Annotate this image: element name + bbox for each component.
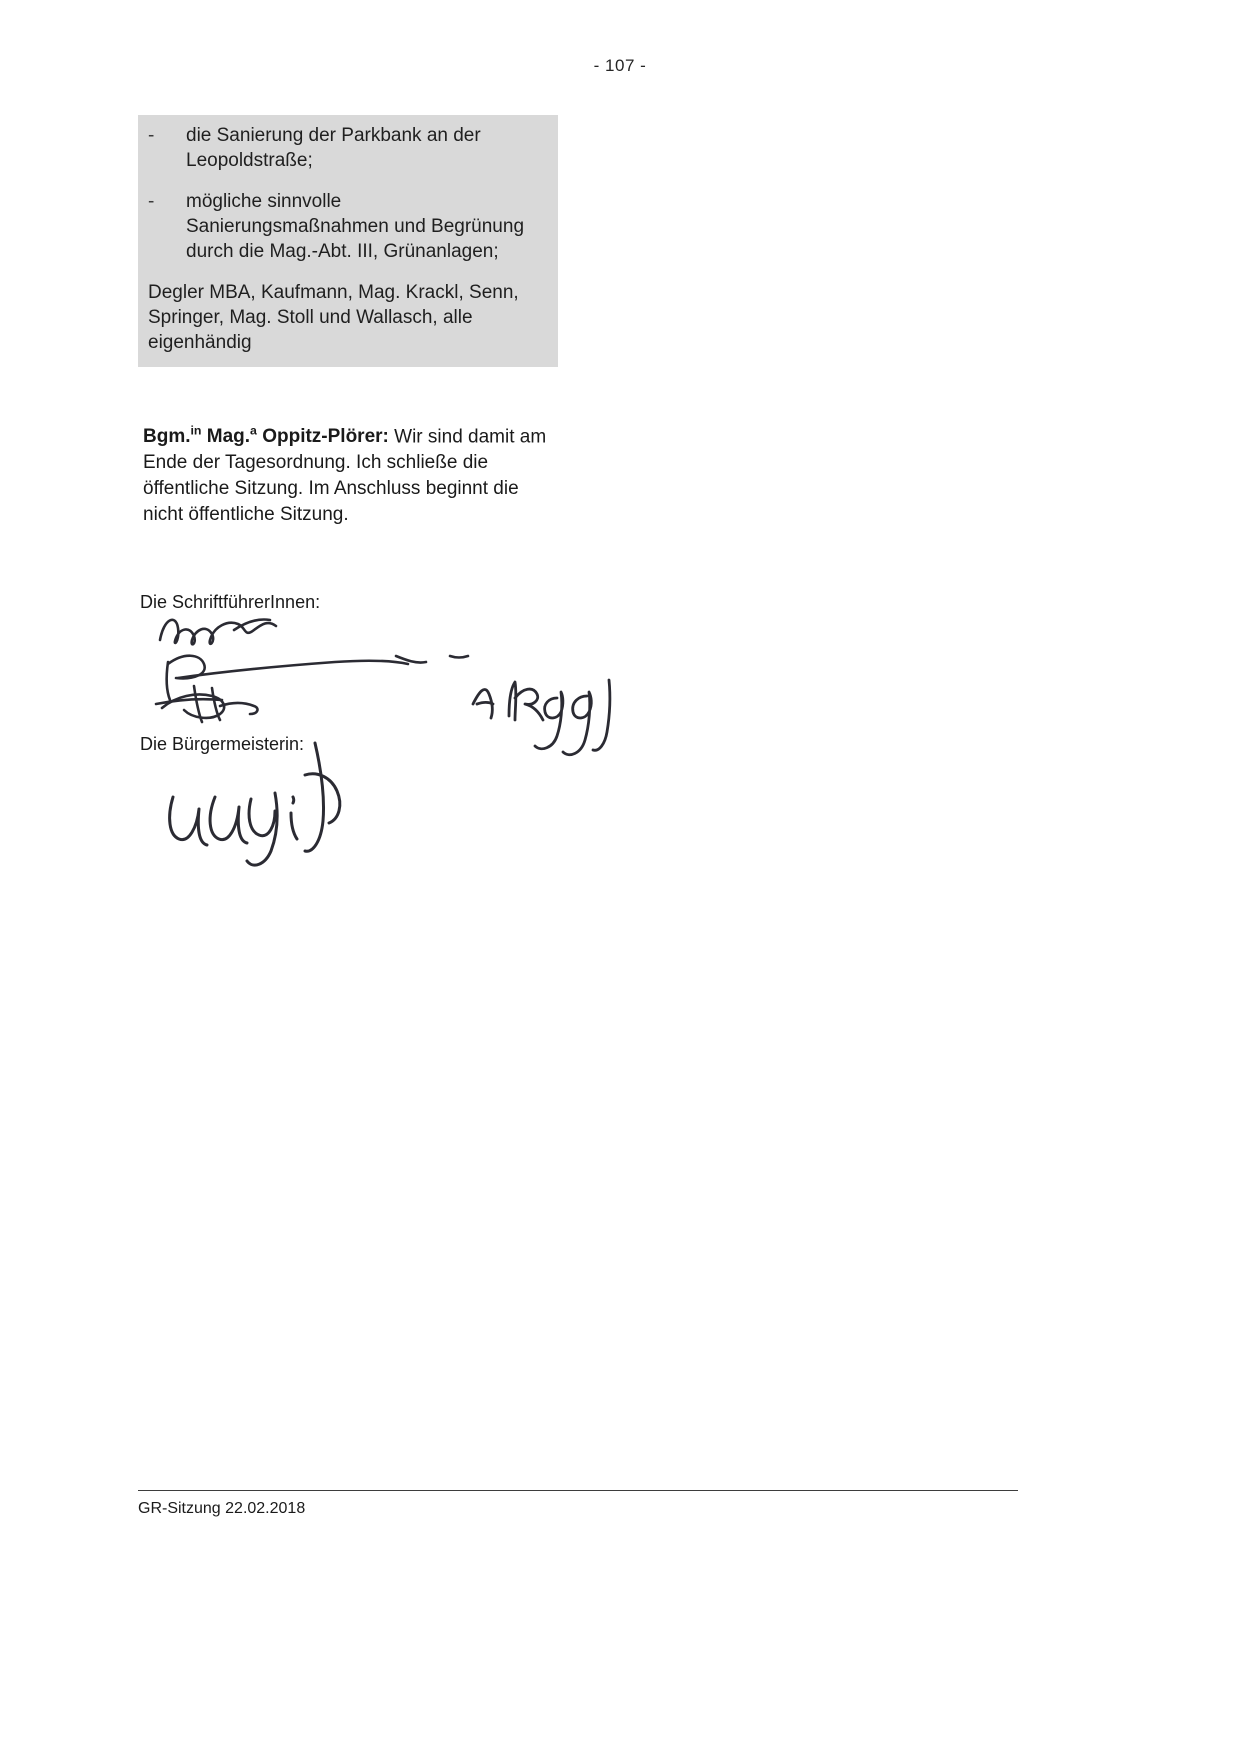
list-item-text: mögliche sinnvolle Sanierungsmaßnahmen und Begrünung durch die Mag.-Abt. III, Grünanlagen; — [186, 191, 525, 262]
attendee-names-paragraph: Degler MBA, Kaufmann, Mag. Krackl, Senn, Springer, Mag. Stoll und Wallasch, alle eigenhändig — [148, 282, 519, 353]
speech-body: Wir sind damit am Ende der Tagesordnung. Ich schließe die öffentliche Sitzung. Im Anschluss beginnt die nicht öffentliche Sitzung. — [143, 426, 547, 526]
speaker-name — [143, 426, 389, 447]
handwritten-signature-buergermeisterin — [155, 735, 405, 875]
highlighted-text-block — [138, 115, 558, 367]
speaker-superscript-a: a — [250, 424, 257, 438]
list-item — [148, 123, 548, 173]
list-item — [148, 189, 548, 264]
speaker-suffix: Oppitz-Plörer: — [256, 426, 389, 448]
bullet-marker-icon: - — [148, 125, 155, 146]
page-number: - 107 - — [593, 56, 647, 75]
footer-divider — [138, 1490, 1018, 1491]
footer-text: GR-Sitzung 22.02.2018 — [138, 1500, 306, 1517]
list-item-text: die Sanierung der Parkbank an der Leopoldstraße; — [186, 125, 481, 171]
signature-label-buergermeisterin: Die Bürgermeisterin: — [140, 734, 305, 754]
signature-label-schriftfuehrerinnen: Die SchriftführerInnen: — [140, 592, 321, 612]
speaker-mid: Mag. — [201, 426, 251, 448]
handwritten-signature-schriftfuehrer — [150, 600, 510, 730]
speech-paragraph — [143, 418, 563, 528]
handwritten-signature-raggl — [465, 670, 645, 780]
bullet-marker-icon: - — [148, 191, 155, 212]
speaker-prefix: Bgm. — [143, 426, 191, 448]
speaker-superscript-in: in — [190, 424, 202, 438]
